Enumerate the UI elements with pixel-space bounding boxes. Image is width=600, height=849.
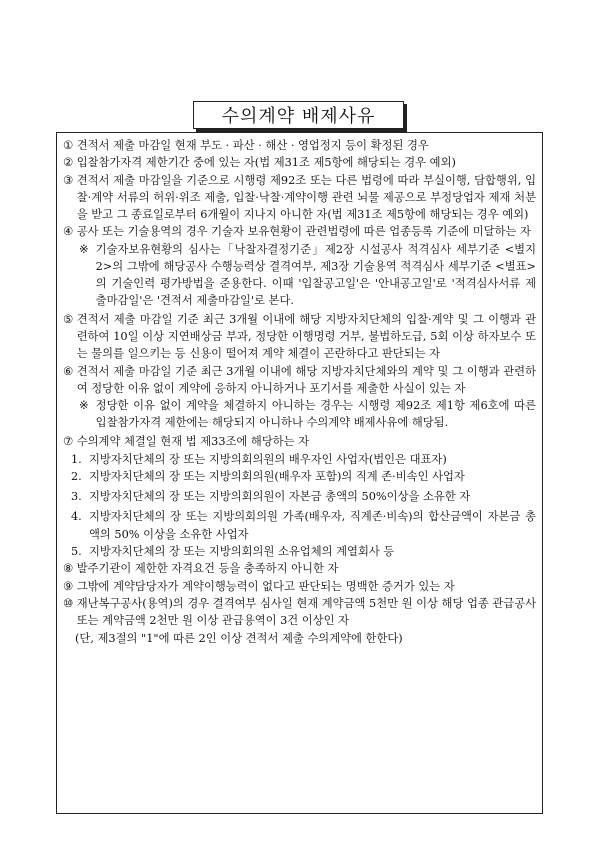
list-marker: ⑦: [63, 435, 74, 449]
list-item-6: [63, 363, 536, 398]
list-text: 재난복구공사(용역)의 경우 결격여부 심사일 현재 계약금액 5천만 원 이상 해당 업종 관급공사 또는 계약금액 2천만 원 이상 관급용역이 3건 이상인 자: [76, 596, 537, 628]
list-marker: ②: [63, 156, 74, 170]
note-marker: ※: [79, 399, 89, 413]
note-text: 기술자보유현황의 심사는「낙찰자결정기준」제2장 시설공사 적격심사 세부기준 <별지 2>의 그밖에 해당공사 수행능력상 결격여부, 제3장 기술용역 적격심사 세부기준 <별표>의 기술인력 평가방법을 준용한다. 이때 '입찰공고일'은 '안내공고일'로 '적격심사서류 제출마감일'은 '견적서 제출마감일'로 본다.: [95, 242, 536, 307]
item-10-note: (단, 제3절의 "1"에 따른 2인 이상 견적서 제출 수의계약에 한한다): [75, 631, 403, 645]
sub-item-7-5: [63, 543, 536, 560]
list-text: 견적서 제출 마감일을 기준으로 시행령 제92조 또는 다른 법령에 따라 부실이행, 담합행위, 입찰·계약 서류의 허위·위조 제출, 입찰·낙찰·계약이행 관련 뇌물 제공으로 부정당업자 제재 처분을 받고 그 종료일로부터 6개월이 지나지 아니한 자(법 제31조 제5항에 해당되는 경우 예외): [76, 173, 536, 222]
list-marker: ③: [63, 173, 74, 187]
list-marker: ⑧: [63, 562, 74, 576]
note-item-4: [63, 241, 536, 309]
list-text: 공사 또는 기술용역의 경우 기술자 보유현황이 관련법령에 따른 업종등록 기준에 미달하는 자: [76, 225, 531, 239]
sub-text: 지방자치단체의 장 또는 지방의회의원의 배우자인 사업자(법인은 대표자): [89, 452, 447, 466]
sub-text: 지방자치단체의 장 또는 지방의회의원 소유업체의 계열회사 등: [89, 545, 395, 559]
list-marker: ⑤: [63, 312, 74, 326]
sub-marker: 3.: [71, 490, 82, 504]
list-text: 수의계약 체결일 현재 법 제33조에 해당하는 자: [76, 435, 310, 449]
list-marker: ①: [63, 139, 74, 152]
sub-item-7-2: [63, 468, 536, 485]
list-item-7: [63, 433, 536, 450]
list-text: 발주기관이 제한한 자격요건 등을 충족하지 아니한 자: [76, 562, 339, 576]
list-text: 견적서 제출 마감일 기준 최근 3개월 이내에 해당 지방자치단체의 입찰·계약 및 그 이행과 관련하여 10일 이상 지연배상금 부과, 정당한 이행명령 거부, 불법하도급, 5회 이상 하자보수 또는 물의를 일으키는 등 신용이 떨어져 계약 체결이 곤란하다고 판단되는 자: [76, 312, 536, 361]
list-marker: ⑥: [63, 364, 74, 378]
list-item-1: [63, 137, 536, 154]
list-item-9: [63, 578, 536, 595]
page-title: 수의계약 배제사유: [193, 101, 404, 129]
list-item-8: [63, 560, 536, 577]
note-marker: ※: [79, 242, 89, 256]
sub-item-7-3: [63, 488, 536, 505]
sub-item-7-4: [63, 508, 536, 543]
sub-text: 지방자치단체의 장 또는 지방의회의원 가족(배우자, 직계존·비속)의 합산금액이 자본금 총액의 50% 이상을 소유한 사업자: [89, 510, 536, 541]
sub-marker: 2.: [71, 469, 82, 483]
document-body: [56, 132, 543, 814]
list-marker: ④: [63, 225, 74, 239]
list-item-5: [63, 311, 536, 363]
list-text: 견적서 제출 마감일 현재 부도 · 파산 · 해산 · 영업정지 등이 확정된 경우: [76, 139, 429, 152]
list-marker: ⑩: [63, 596, 74, 610]
sub-text: 지방자치단체의 장 또는 지방의회의원(배우자 포함)의 직계 존·비속인 사업자: [89, 469, 465, 483]
note-item-6: [63, 397, 536, 431]
sub-marker: 1.: [71, 452, 82, 466]
list-text: 견적서 제출 마감일 기준 최근 3개월 이내에 해당 지방자치단체와의 계약 및 그 이행과 관련하여 정당한 이유 없이 계약에 응하지 아니하거나 포기서를 제출한 사실이 있는 자: [76, 364, 536, 395]
list-item-2: [63, 154, 536, 171]
list-item-4: [63, 223, 536, 240]
list-marker: ⑨: [63, 579, 74, 593]
list-item-3: [63, 172, 536, 224]
note-text: 정당한 이유 없이 계약을 체결하지 아니하는 경우는 시행령 제92조 제1항 제6호에 따른 입찰참가자격 제한에는 해당되지 아니하나 수의계약 배제사유에 해당됨.: [95, 399, 536, 430]
list-item-10: [63, 595, 536, 630]
list-text: 입찰참가자격 제한기간 중에 있는 자(법 제31조 제5항에 해당되는 경우 예외): [76, 156, 456, 170]
sub-marker: 4.: [71, 510, 82, 524]
sub-text: 지방자치단체의 장 또는 지방의회의원이 자본금 총액의 50%이상을 소유한 자: [89, 490, 471, 504]
sub-marker: 5.: [71, 545, 82, 559]
list-text: 그밖에 계약담당자가 계약이행능력이 없다고 판단되는 명백한 증거가 있는 자: [76, 579, 455, 593]
sub-item-7-1: [63, 451, 536, 468]
